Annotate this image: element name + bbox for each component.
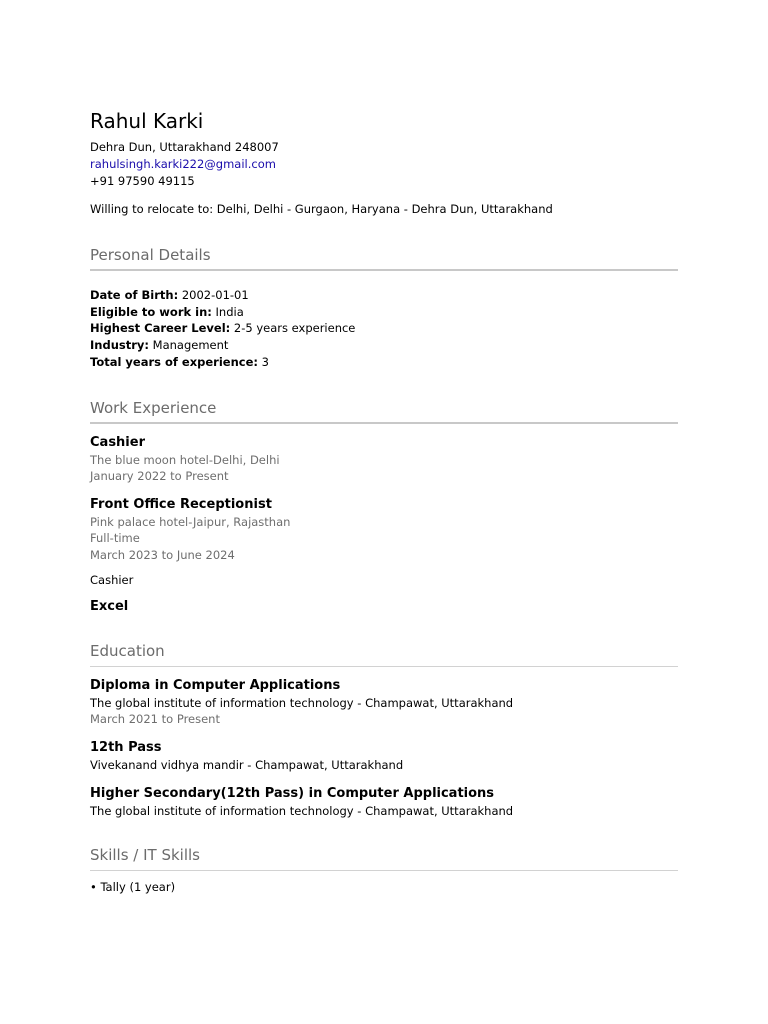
detail-industry xyxy=(90,337,228,354)
work-experience-heading: Work Experience xyxy=(90,399,217,417)
detail-label: Eligible to work in: xyxy=(90,305,212,319)
job-description: Cashier xyxy=(90,573,134,587)
candidate-email-link[interactable]: rahulsingh.karki222@gmail.com xyxy=(90,157,276,171)
detail-value: 2002-01-01 xyxy=(181,288,249,302)
detail-label: Highest Career Level: xyxy=(90,321,231,335)
job-company: The blue moon hotel-Delhi, Delhi xyxy=(90,453,280,467)
detail-eligible-to-work xyxy=(90,304,244,321)
skill-item: • Tally (1 year) xyxy=(90,880,176,894)
education-divider xyxy=(90,666,678,667)
job-dates: January 2022 to Present xyxy=(90,469,229,483)
detail-label: Date of Birth: xyxy=(90,288,179,302)
relocate-note: Willing to relocate to: Delhi, Delhi - Gurgaon, Haryana - Dehra Dun, Uttarakhand xyxy=(90,202,553,216)
detail-value: 2-5 years experience xyxy=(233,321,356,335)
job-company: Pink palace hotel-Jaipur, Rajasthan xyxy=(90,515,291,529)
job-title: Cashier xyxy=(90,435,145,450)
detail-label: Total years of experience: xyxy=(90,355,258,369)
skills-heading: Skills / IT Skills xyxy=(90,846,200,864)
skills-divider xyxy=(90,870,678,871)
candidate-phone: +91 97590 49115 xyxy=(90,174,195,188)
work-extra-skill: Excel xyxy=(90,599,129,614)
education-heading: Education xyxy=(90,642,165,660)
detail-value: Management xyxy=(152,338,229,352)
education-school: Vivekanand vidhya mandir - Champawat, Uttarakhand xyxy=(90,758,404,772)
job-title: Front Office Receptionist xyxy=(90,497,272,512)
detail-date-of-birth xyxy=(90,287,249,304)
detail-career-level xyxy=(90,320,355,337)
education-degree: Higher Secondary(12th Pass) in Computer Applications xyxy=(90,786,495,801)
personal-details-divider xyxy=(90,269,678,271)
candidate-location: Dehra Dun, Uttarakhand 248007 xyxy=(90,140,279,154)
job-type: Full-time xyxy=(90,531,140,545)
detail-label: Industry: xyxy=(90,338,149,352)
candidate-name: Rahul Karki xyxy=(90,109,204,133)
detail-total-experience xyxy=(90,354,269,371)
personal-details-heading: Personal Details xyxy=(90,246,211,264)
detail-value: India xyxy=(215,305,244,319)
education-school: The global institute of information technology - Champawat, Uttarakhand xyxy=(90,804,514,818)
education-school: The global institute of information technology - Champawat, Uttarakhand xyxy=(90,696,514,710)
education-dates: March 2021 to Present xyxy=(90,712,220,726)
job-dates: March 2023 to June 2024 xyxy=(90,548,235,562)
education-degree: Diploma in Computer Applications xyxy=(90,678,341,693)
work-experience-divider xyxy=(90,422,678,424)
education-degree: 12th Pass xyxy=(90,740,162,755)
detail-value: 3 xyxy=(261,355,269,369)
